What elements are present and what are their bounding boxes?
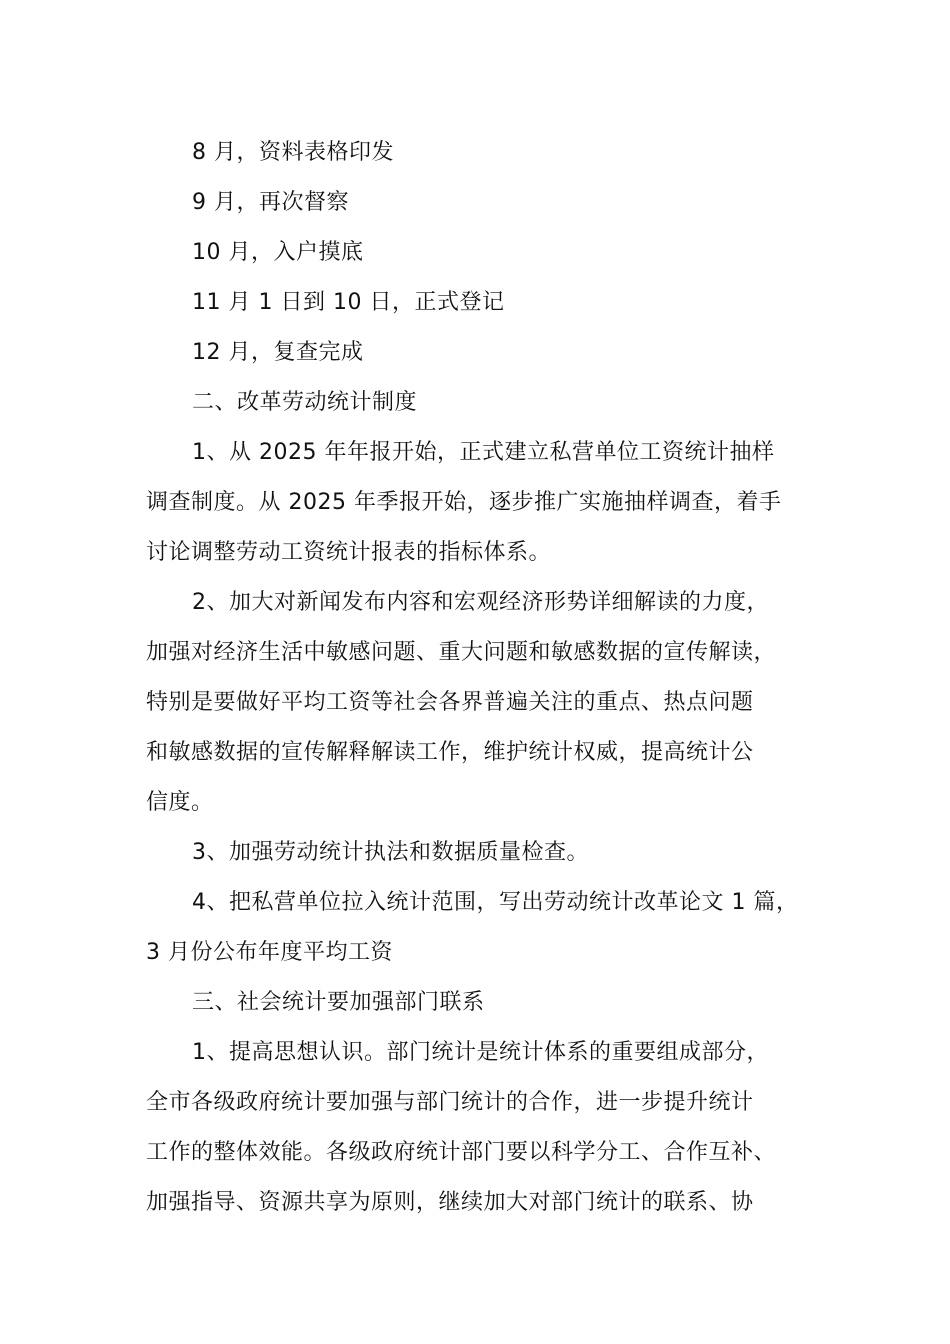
text-line: 1、从 2025 年年报开始，正式建立私营单位工资统计抽样: [192, 440, 775, 465]
text-line: 8 月，资料表格印发: [192, 140, 394, 165]
text-line: 12 月，复查完成: [192, 340, 364, 365]
text-line: 调查制度。从 2025 年季报开始，逐步推广实施抽样调查，着手: [146, 490, 782, 515]
text-line: 和敏感数据的宣传解释解读工作，维护统计权威，提高统计公: [146, 740, 754, 765]
section-heading: 三、社会统计要加强部门联系: [192, 990, 485, 1015]
text-line: 讨论调整劳动工资统计报表的指标体系。: [146, 540, 552, 565]
text-line: 加强指导、资源共享为原则，继续加大对部门统计的联系、协: [146, 1190, 754, 1215]
text-line: 加强对经济生活中敏感问题、重大问题和敏感数据的宣传解读，: [146, 640, 777, 665]
text-line: 9 月，再次督察: [192, 190, 349, 215]
text-line: 2、加大对新闻发布内容和宏观经济形势详细解读的力度，: [192, 590, 769, 615]
text-line: 10 月，入户摸底: [192, 240, 364, 265]
text-line: 特别是要做好平均工资等社会各界普遍关注的重点、热点问题: [146, 690, 754, 715]
section-heading: 二、改革劳动统计制度: [192, 390, 418, 415]
text-line: 4、把私营单位拉入统计范围，写出劳动统计改革论文 1 篇，: [192, 890, 799, 915]
text-line: 3 月份公布年度平均工资: [146, 940, 393, 965]
text-line: 全市各级政府统计要加强与部门统计的合作，进一步提升统计: [146, 1090, 754, 1115]
text-line: 信度。: [146, 790, 214, 815]
text-line: 工作的整体效能。各级政府统计部门要以科学分工、合作互补、: [146, 1140, 777, 1165]
document-body: [146, 128, 810, 1228]
text-line: 3、加强劳动统计执法和数据质量检查。: [192, 840, 589, 865]
text-line: 1、提高思想认识。部门统计是统计体系的重要组成部分，: [192, 1040, 769, 1065]
text-line: 11 月 1 日到 10 日，正式登记: [192, 290, 505, 315]
